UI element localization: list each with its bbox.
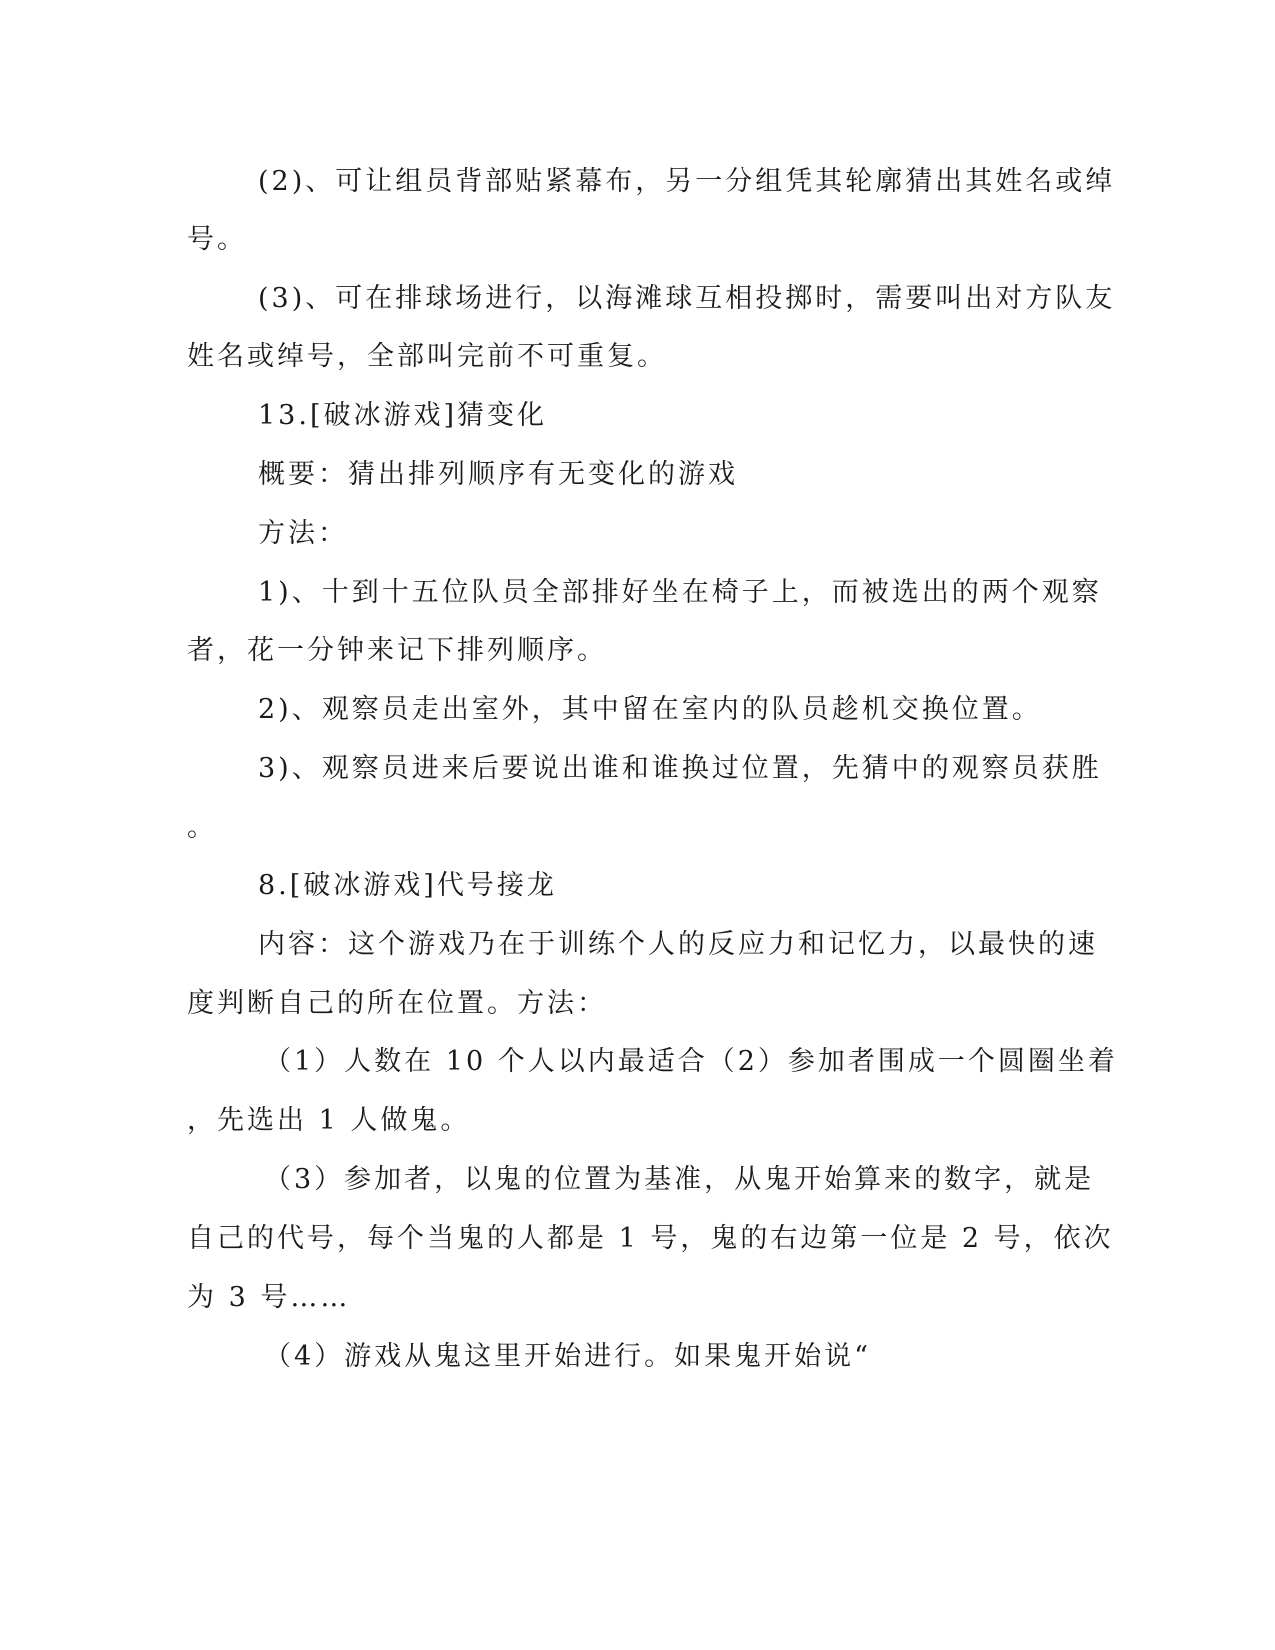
paragraph-line: (3)、可在排球场进行，以海滩球互相投掷时，需要叫出对方队友 <box>258 283 1116 314</box>
paragraph-line: 为 3 号…… <box>187 1282 351 1313</box>
paragraph-line: （4）游戏从鬼这里开始进行。如果鬼开始说“ <box>264 1341 871 1372</box>
paragraph-line: 姓名或绰号，全部叫完前不可重复。 <box>187 341 667 372</box>
paragraph-line: ，先选出 1 人做鬼。 <box>187 1105 471 1136</box>
paragraph-line: 概要：猜出排列顺序有无变化的游戏 <box>258 459 738 490</box>
section-heading: 13.[破冰游戏]猜变化 <box>258 400 548 431</box>
paragraph-line: 内容：这个游戏乃在于训练个人的反应力和记忆力，以最快的速 <box>258 929 1098 960</box>
section-heading: 8.[破冰游戏]代号接龙 <box>258 870 557 901</box>
paragraph-line: 3)、观察员进来后要说出谁和谁换过位置，先猜中的观察员获胜 <box>258 753 1102 784</box>
paragraph-line: (2)、可让组员背部贴紧幕布，另一分组凭其轮廓猜出其姓名或绰 <box>258 166 1116 197</box>
paragraph-line: 号。 <box>187 224 247 255</box>
paragraph-line: 2)、观察员走出室外，其中留在室内的队员趁机交换位置。 <box>258 694 1042 725</box>
paragraph-line: 。 <box>187 812 217 843</box>
paragraph-line: （1）人数在 10 个人以内最适合（2）参加者围成一个圆圈坐着 <box>264 1046 1118 1077</box>
paragraph-line: 方法： <box>258 518 348 549</box>
paragraph-line: 自己的代号，每个当鬼的人都是 1 号，鬼的右边第一位是 2 号，依次 <box>187 1223 1114 1254</box>
paragraph-line: （3）参加者，以鬼的位置为基准，从鬼开始算来的数字，就是 <box>264 1164 1095 1195</box>
paragraph-line: 1)、十到十五位队员全部排好坐在椅子上，而被选出的两个观察 <box>258 577 1102 608</box>
paragraph-line: 者，花一分钟来记下排列顺序。 <box>187 635 607 666</box>
paragraph-line: 度判断自己的所在位置。方法： <box>187 988 607 1019</box>
